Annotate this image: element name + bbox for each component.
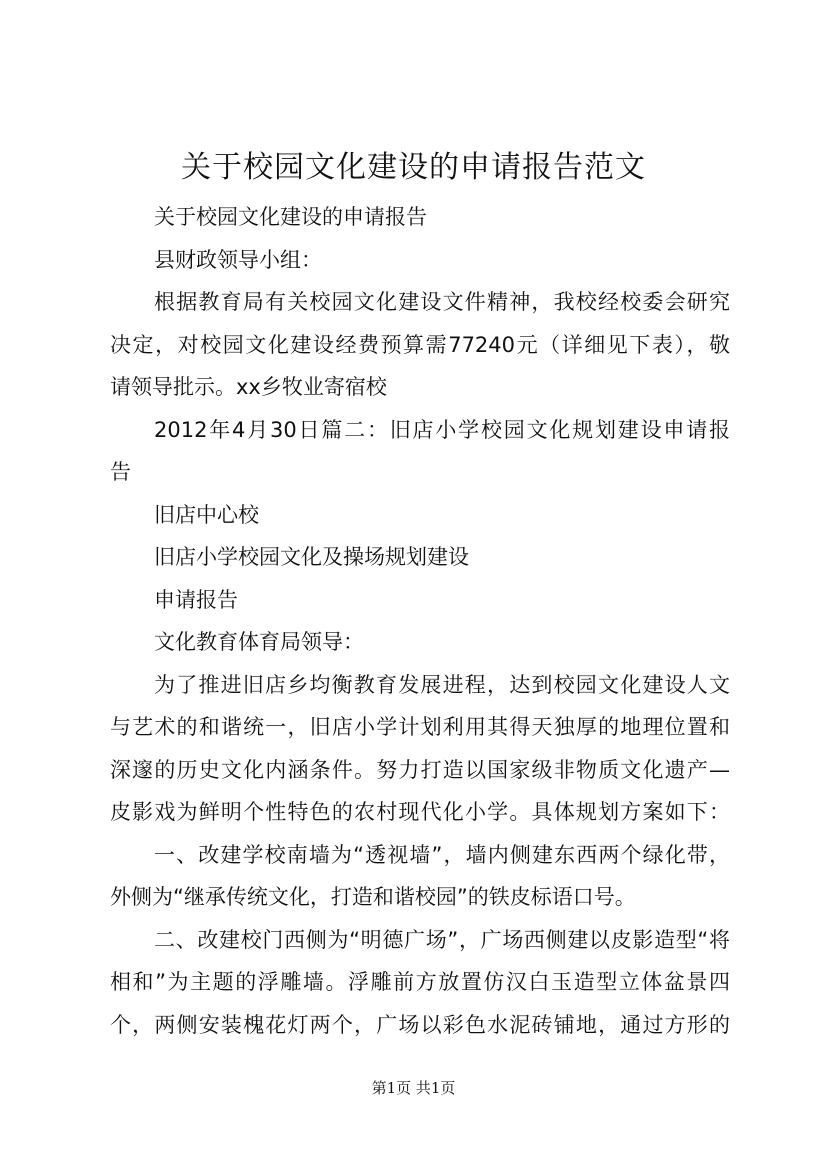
text-line: 深邃的历史文化内涵条件。努力打造以国家级非物质文化遗产— <box>110 757 730 782</box>
document-body <box>110 196 730 1046</box>
text-line: 旧店中心校 <box>154 502 259 527</box>
text-line: 一、改建学校南墙为“透视墙”，墙内侧建东西两个绿化带， <box>154 842 730 867</box>
text-line: 根据教育局有关校园文化建设文件精神，我校经校委会研究 <box>154 290 730 314</box>
text-line: 告 <box>110 460 131 484</box>
text-line: 旧店小学校园文化及操场规划建设 <box>154 545 469 569</box>
page-footer: 第1页 共1页 <box>371 1079 456 1097</box>
text-line: 县财政领导小组： <box>154 247 322 272</box>
text-line: 2012年4月30日篇二：旧店小学校园文化规划建设申请报 <box>154 417 730 442</box>
text-line: 相和”为主题的浮雕墙。浮雕前方放置仿汉白玉造型立体盆景四 <box>110 970 730 994</box>
document-title: 关于校园文化建设的申请报告范文 <box>181 150 646 185</box>
text-line: 申请报告 <box>154 587 238 612</box>
text-line: 关于校园文化建设的申请报告 <box>154 205 427 229</box>
text-line: 与艺术的和谐统一，旧店小学计划利用其得天独厚的地理位置和 <box>110 715 730 739</box>
text-line: 个，两侧安装槐花灯两个，广场以彩色水泥砖铺地，通过方形的 <box>110 1012 730 1037</box>
text-line: 请领导批示。xx乡牧业寄宿校 <box>110 375 387 399</box>
text-line: 二、改建校门西侧为“明德广场”，广场西侧建以皮影造型“将 <box>154 927 730 952</box>
text-line: 皮影戏为鲜明个性特色的农村现代化小学。具体规划方案如下： <box>110 800 730 824</box>
text-line: 为了推进旧店乡均衡教育发展进程，达到校园文化建设人文 <box>154 672 730 697</box>
text-line: 决定，对校园文化建设经费预算需77240元（详细见下表），敬 <box>110 332 730 357</box>
text-line: 文化教育体育局领导： <box>154 630 364 654</box>
text-line: 外侧为“继承传统文化，打造和谐校园”的铁皮标语口号。 <box>110 885 636 909</box>
